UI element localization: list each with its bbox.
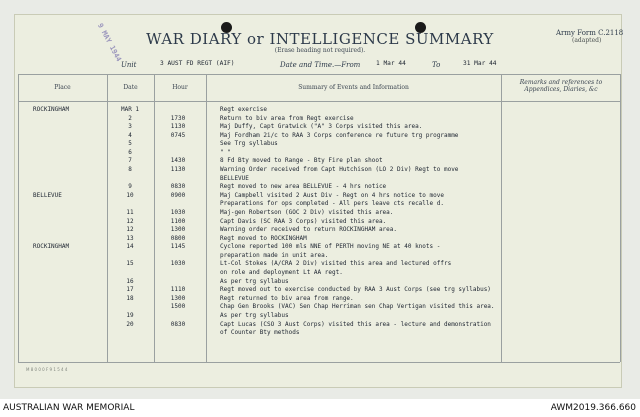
entry-summary: Regt moved to new area BELLEVUE - 4 hrs notice — [220, 183, 387, 191]
entry-summary: Preparations for ops completed - All pers leave cts recalle d. — [220, 200, 444, 208]
entry-summary: Cyclone reported 100 mls NNE of PERTH moving NE at 40 knots - — [220, 243, 441, 251]
column-header-date: Date — [123, 84, 138, 91]
entry-hour: 1030 — [170, 208, 186, 216]
entry-hour: 1300 — [170, 226, 186, 234]
entry-summary: Maj Duffy, Capt Gratwick ("A" 3 Corps visited this area. — [220, 123, 423, 131]
entry-summary: Lt-Col Stokes (A/CRA 2 Div) visited this area and lectured offrs — [220, 260, 452, 268]
entry-hour: 1300 — [170, 294, 186, 302]
entry-date: 14 — [126, 243, 134, 251]
entry-hour: 1145 — [170, 243, 186, 251]
entry-summary: Maj-gen Robertson (GOC 2 Div) visited this area. — [220, 208, 394, 216]
entry-summary: Warning order received to return ROCKINGHAM area. — [220, 226, 398, 234]
entry-summary: " " — [220, 148, 231, 156]
column-divider — [154, 74, 155, 362]
entry-date: 16 — [126, 277, 134, 285]
entry-hour: 0830 — [170, 183, 186, 191]
entry-hour: 1100 — [170, 217, 186, 225]
entry-hour: 1730 — [170, 114, 186, 122]
entry-summary: Regt returned to biv area from range. — [220, 294, 354, 302]
entry-date: 13 — [126, 234, 134, 242]
entry-date: 10 — [126, 191, 134, 199]
entry-date: 11 — [126, 208, 134, 216]
entry-date: 20 — [126, 320, 134, 328]
column-header-place: Place — [54, 84, 71, 91]
entry-summary: See Trg syllabus — [220, 140, 278, 148]
entry-summary: Chap Gen Brooks (VAC) Sen Chap Herriman sen Chap Vertigan visited this area. — [220, 303, 495, 311]
to-value: 31 Mar 44 — [463, 60, 497, 67]
entry-place: ROCKINGHAM — [33, 243, 70, 251]
accession-number: AWM2019.366.660 — [550, 403, 636, 413]
date-time-label: Date and Time.—From — [280, 61, 361, 69]
received-date-stamp: 9 MAY 1944 — [95, 22, 123, 63]
entry-summary: 8 Fd Bty moved to Range - Bty Fire plan shoot — [220, 157, 383, 165]
entry-place: BELLEVUE — [33, 191, 62, 199]
entry-date: 2 — [128, 114, 132, 122]
entry-summary: Maj Fordham 2i/c to RAA 3 Corps conference re future trg programme — [220, 131, 459, 139]
column-divider — [501, 74, 502, 362]
entry-summary: Regt moved out to exercise conducted by RAA 3 Aust Corps (see trg syllabus) — [220, 286, 491, 294]
army-form-number: Army Form C.2118 — [556, 29, 624, 37]
entry-date: MAR 1 — [120, 106, 140, 113]
entry-hour: 1500 — [170, 303, 186, 311]
column-divider — [206, 74, 207, 362]
entry-date: 19 — [126, 311, 134, 319]
table-bottom-rule — [18, 362, 620, 363]
unit-value: 3 AUST FD REGT (AIF) — [160, 60, 235, 67]
column-divider — [18, 74, 19, 362]
entry-place: ROCKINGHAM — [33, 106, 70, 113]
entry-summary: As per trg syllabus — [220, 277, 289, 285]
entry-date: 18 — [126, 294, 134, 302]
entry-date: 3 — [128, 123, 132, 131]
entry-date: 9 — [128, 183, 132, 191]
entry-date: 4 — [128, 131, 132, 139]
form-print-code: M 8 0 0 0 F 9 1 5 4 4 — [26, 367, 68, 372]
entry-summary: Capt Lucas (CSO 3 Aust Corps) visited this area - lecture and demonstration — [220, 320, 491, 328]
entry-hour: 1030 — [170, 260, 186, 268]
entry-summary: Regt exercise — [220, 106, 267, 113]
entry-date: 5 — [128, 140, 132, 148]
entry-summary: on role and deployment Lt AA regt. — [220, 269, 343, 277]
entry-summary: preparation made in unit area. — [220, 251, 329, 259]
entry-date: 7 — [128, 157, 132, 165]
entry-summary: As per trg syllabus — [220, 311, 289, 319]
column-header-summary: Summary of Events and Information — [298, 84, 409, 91]
entry-hour: 1130 — [170, 123, 186, 131]
entry-summary: Return to biv area from Regt exercise — [220, 114, 354, 122]
caption-band — [0, 399, 640, 417]
entry-hour: 1110 — [170, 286, 186, 294]
form-subtitle: (Erase heading not required). — [274, 47, 366, 54]
column-header-hour: Hour — [172, 84, 188, 91]
archive-caption: AUSTRALIAN WAR MEMORIAL — [3, 403, 135, 413]
entry-hour: 0900 — [170, 191, 186, 199]
entry-summary: Regt moved to ROCKINGHAM — [220, 234, 307, 242]
entry-date: 15 — [126, 260, 134, 268]
form-title: WAR DIARY or INTELLIGENCE SUMMARY — [146, 30, 494, 48]
entry-hour: 0800 — [170, 234, 186, 242]
entry-summary: BELLEVUE — [220, 174, 249, 182]
entry-hour: 0745 — [170, 131, 186, 139]
column-divider — [107, 74, 108, 362]
entry-summary: Capt Davis (SC RAA 3 Corps) visited this area. — [220, 217, 387, 225]
army-form-note: (adapted) — [572, 37, 602, 44]
table-top-rule — [18, 74, 620, 75]
column-header-remarks: Remarks and references to Appendices, Diaries, &c — [519, 79, 603, 93]
entry-summary: of Counter Bty methods — [220, 329, 300, 337]
entry-date: 17 — [126, 286, 134, 294]
entry-summary: Maj Campbell visited 2 Aust Div - Regt on 4 hrs notice to move — [220, 191, 444, 199]
entry-date: 6 — [128, 148, 132, 156]
entry-hour: 1130 — [170, 166, 186, 174]
entry-hour: 1430 — [170, 157, 186, 165]
entry-hour: 0830 — [170, 320, 186, 328]
from-value: 1 Mar 44 — [376, 60, 406, 67]
entry-date: 12 — [126, 226, 134, 234]
entry-date: 12 — [126, 217, 134, 225]
column-divider — [620, 74, 621, 362]
to-label: To — [432, 61, 441, 69]
entry-date: 8 — [128, 166, 132, 174]
entry-summary: Warning Order received from Capt Hutchison (LO 2 Div) Regt to move — [220, 166, 459, 174]
table-header-rule — [18, 101, 620, 102]
unit-label: Unit — [121, 61, 137, 69]
